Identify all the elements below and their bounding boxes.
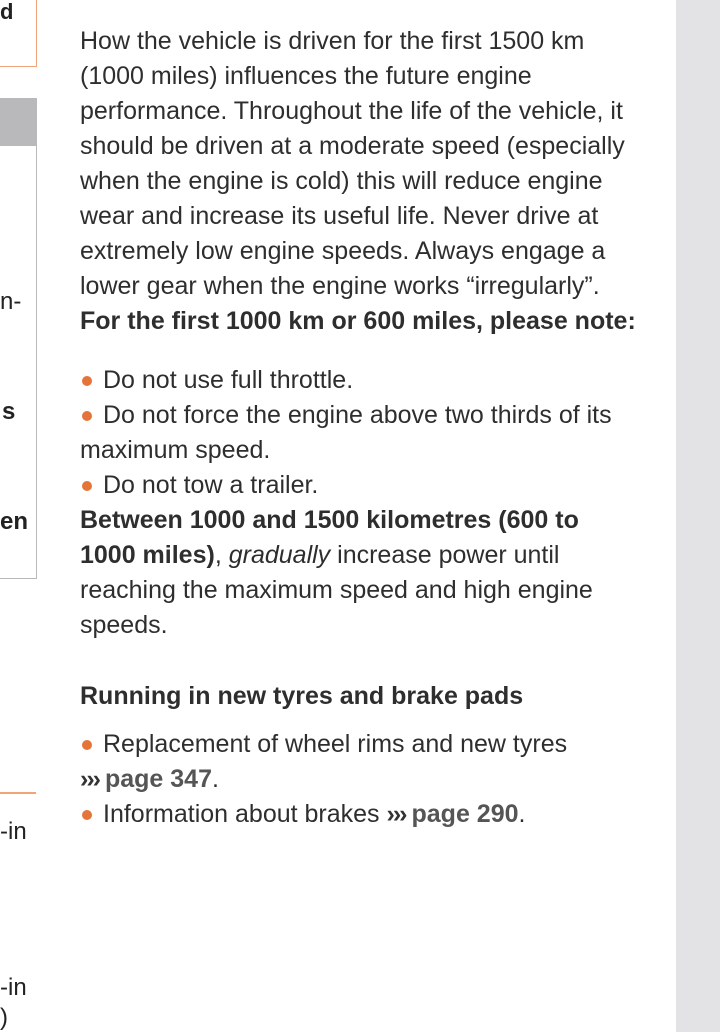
cross-reference-arrows-icon: ››› [80,765,99,793]
list-item-text: Do not force the engine above two thirds of its maximum speed. [80,401,612,464]
intro-text: How the vehicle is driven for the first 1500 km (1000 miles) influences the future engine performance. Throughout the life of the vehicle, it should be driven at a moderate speed (especially when the engine is cold) this will reduce engine wear and increase its useful life. Never drive at extremely low engine speeds. Always engage a lower gear when the engine works “irregularly”. [80,27,625,300]
tyres-section-heading: Running in new tyres and brake pads [80,682,524,710]
page-reference-link[interactable]: page 290 [411,800,519,828]
bullet-dot-icon [82,810,92,820]
left-fragment-4: -in [0,818,27,845]
left-fragment-top: d [0,0,14,24]
bullet-dot-icon [82,411,92,421]
bullet-dot-icon [82,481,92,491]
list-item: Replacement of wheel rims and new tyres ››› page 347. [80,730,568,793]
list-item-text: Information about brakes [103,800,380,828]
bullet-dot-icon [82,740,92,750]
list-item-text: Replacement of wheel rims and new tyres [103,730,568,758]
bullet-dot-icon [82,376,92,386]
left-fragment-2: s [2,398,16,425]
left-column-clipped [0,0,40,1032]
list-item-text: Do not tow a trailer. [103,471,319,499]
second-stage-italic: gradually [228,541,331,569]
list-item: Information about brakes ››› page 290. [80,797,640,832]
left-gray-box [0,98,37,579]
second-stage-bold: Between 1000 and 1500 kilometres (600 to 1000 miles) [80,506,579,569]
left-fragment-3: en [0,508,29,535]
cross-reference-arrows-icon: ››› [386,800,406,828]
left-fragment-1: n- [0,288,22,315]
left-orange-divider [0,792,36,794]
list-item-text: Do not use full throttle. [103,366,354,394]
left-fragment-5: -in [0,974,27,1001]
page-reference-link[interactable]: page 347 [104,765,212,793]
list-item [80,468,640,503]
main-text-column [80,24,640,832]
left-gray-box-header [0,99,36,146]
left-orange-box [0,0,37,67]
intro-bold-note: For the first 1000 km or 600 miles, please note: [80,307,636,335]
list-item [80,363,640,398]
second-stage-rest: increase power until reaching the maximum speed and high engine speeds. [80,541,593,639]
intro-paragraph [80,24,640,339]
list-item [80,398,640,468]
left-fragment-6: ) [0,1004,8,1031]
right-margin-strip [676,0,720,1032]
second-stage-paragraph: Between 1000 and 1500 kilometres (600 to 1000 miles), gradually increase power until reaching the maximum speed and high engine speeds. [80,506,593,639]
